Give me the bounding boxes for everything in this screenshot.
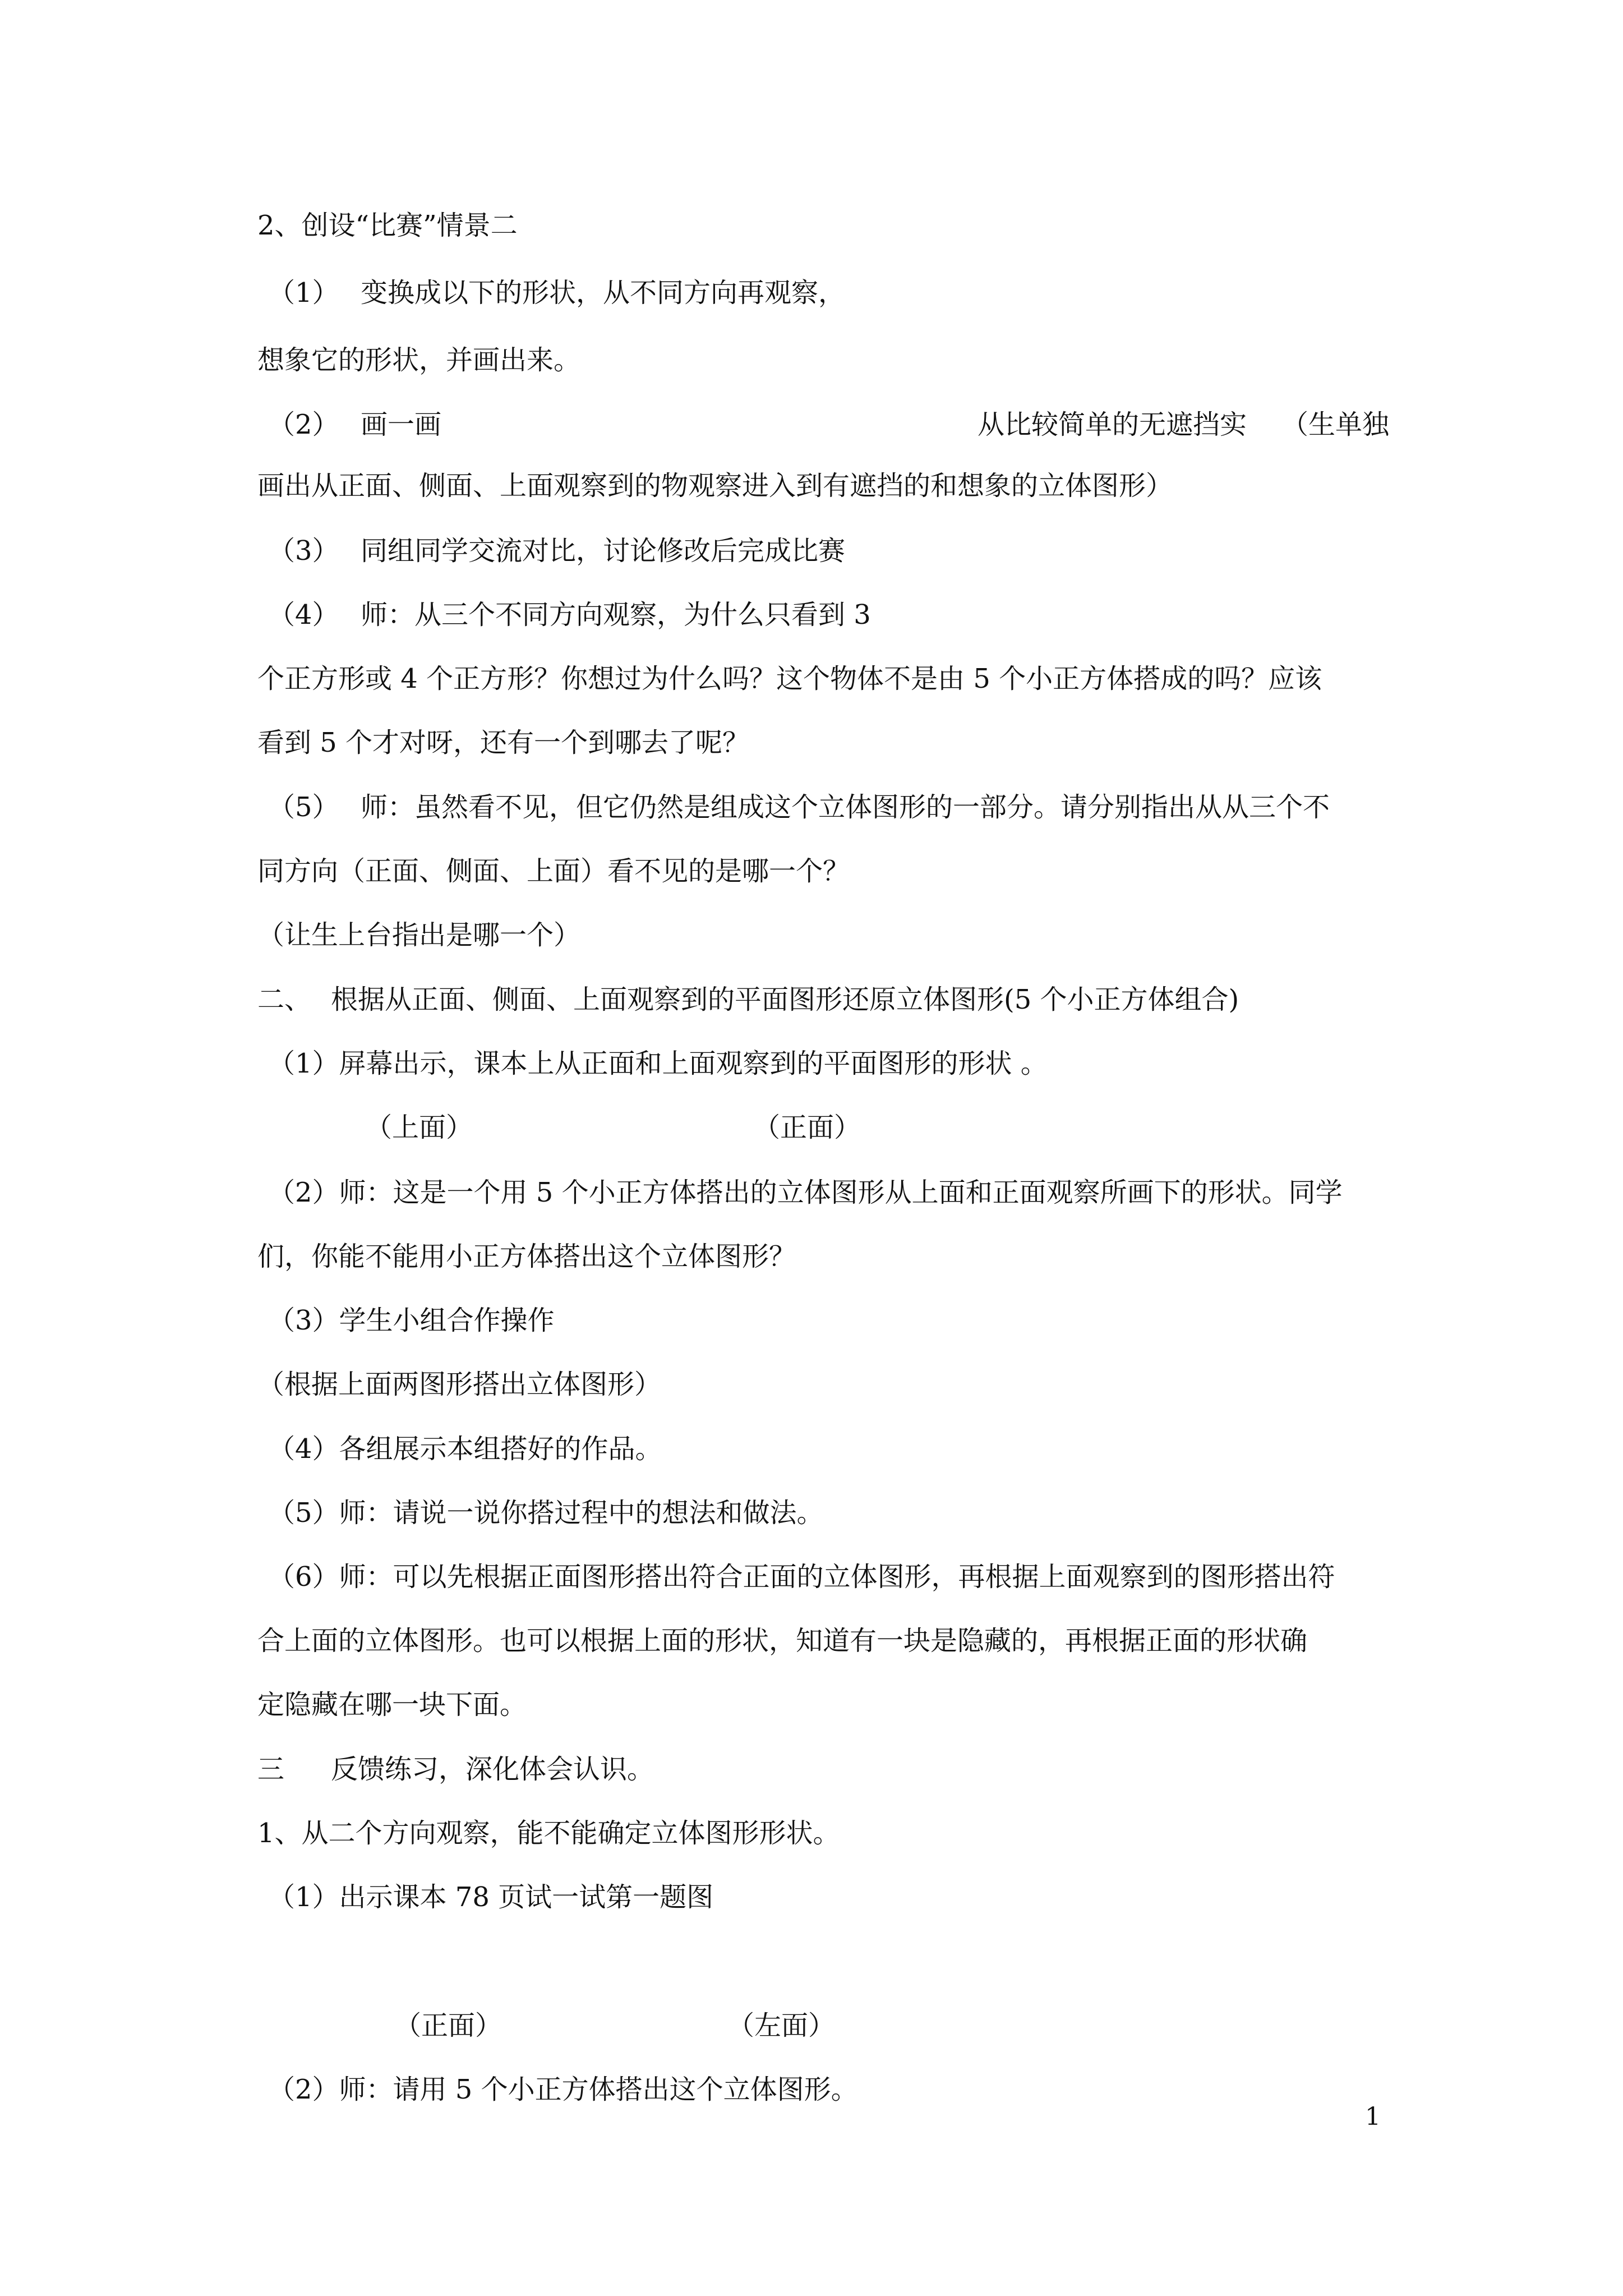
text-segment: （左面）	[727, 2010, 836, 2041]
text-segment: （生单独	[1281, 409, 1390, 440]
text-segment: （2）师：这是一个用 5 个小正方体搭出的立体图形从上面和正面观察所画下的形状。同学	[268, 1177, 1343, 1208]
text-segment: （3）	[268, 535, 339, 567]
text-line	[0, 1880, 1623, 1914]
text-segment: 看到 5 个才对呀，还有一个到哪去了呢？	[257, 727, 750, 758]
text-line	[0, 469, 1623, 503]
text-segment: 个正方形或 4 个正方形？你想过为什么吗？这个物体不是由 5 个小正方体搭成的吗？应该	[257, 663, 1322, 694]
text-line	[0, 1240, 1623, 1273]
text-line	[0, 209, 1623, 242]
text-line	[0, 598, 1623, 632]
text-line	[0, 1752, 1623, 1786]
text-line	[0, 983, 1623, 1016]
text-line	[0, 1496, 1623, 1530]
text-segment: 师：从三个不同方向观察，为什么只看到 3	[361, 599, 871, 631]
text-line	[0, 1432, 1623, 1466]
text-segment: 二、	[257, 984, 312, 1015]
text-line	[0, 662, 1623, 696]
text-segment: 同方向（正面、侧面、上面）看不见的是哪一个？	[257, 855, 850, 887]
text-line	[0, 1047, 1623, 1080]
text-segment: 合上面的立体图形。也可以根据上面的形状，知道有一块是隐藏的，再根据正面的形状确	[257, 1625, 1308, 1657]
text-segment: （正面）	[753, 1112, 861, 1143]
text-segment: （1）屏幕出示，课本上从正面和上面观察到的平面图形的形状 。	[268, 1048, 1048, 1079]
text-line	[0, 1560, 1623, 1594]
text-segment: 2、创设“比赛”情景二	[257, 210, 518, 241]
text-segment: （2）师：请用 5 个小正方体搭出这个立体图形。	[268, 2074, 858, 2105]
text-segment: 同组同学交流对比，讨论修改后完成比赛	[361, 535, 846, 567]
text-segment: （5）	[268, 792, 339, 823]
text-segment: 们，你能不能用小正方体搭出这个立体图形？	[257, 1241, 796, 1272]
text-segment: 变换成以下的形状，从不同方向再观察，	[361, 277, 846, 309]
text-line	[0, 726, 1623, 760]
text-segment: 想象它的形状，并画出来。	[257, 344, 581, 376]
page-number: 1	[1365, 2102, 1381, 2131]
text-segment: （让生上台指出是哪一个）	[257, 919, 581, 951]
text-segment: 根据从正面、侧面、上面观察到的平面图形还原立体图形(5 个小正方体组合)	[331, 984, 1239, 1015]
text-segment: （上面）	[365, 1112, 473, 1143]
text-line	[0, 1624, 1623, 1658]
text-segment: 画一画	[361, 409, 442, 440]
text-line	[0, 1688, 1623, 1722]
text-line	[0, 343, 1623, 377]
text-line	[0, 2009, 1623, 2042]
text-line	[0, 2073, 1623, 2106]
text-segment: （1）出示课本 78 页试一试第一题图	[268, 1881, 714, 1913]
text-segment: （3）学生小组合作操作	[268, 1305, 555, 1336]
text-segment: 画出从正面、侧面、上面观察到的物观察进入到有遮挡的和想象的立体图形）	[257, 470, 1173, 501]
text-line	[0, 854, 1623, 888]
text-line	[0, 276, 1623, 310]
text-segment: 1、从二个方向观察，能不能确定立体图形形状。	[257, 1818, 840, 1849]
text-line	[0, 1111, 1623, 1144]
text-line	[0, 790, 1623, 824]
text-segment: （根据上面两图形搭出立体图形）	[257, 1369, 662, 1400]
text-line	[0, 1368, 1623, 1401]
text-segment: （1）	[268, 277, 339, 309]
text-segment: 反馈练习，深化体会认识。	[331, 1754, 654, 1785]
text-line	[0, 408, 1623, 441]
text-segment: （2）	[268, 409, 339, 440]
text-segment: 定隐藏在哪一块下面。	[257, 1689, 527, 1720]
text-segment: （6）师：可以先根据正面图形搭出符合正面的立体图形，再根据上面观察到的图形搭出符	[268, 1561, 1335, 1593]
text-line	[0, 918, 1623, 952]
text-line	[0, 1176, 1623, 1209]
text-segment: 师：虽然看不见，但它仍然是组成这个立体图形的一部分。请分别指出从从三个不	[361, 792, 1330, 823]
text-line	[0, 1304, 1623, 1337]
text-segment: 从比较简单的无遮挡实	[978, 409, 1247, 440]
text-segment: 三	[257, 1754, 285, 1785]
text-segment: （正面）	[394, 2010, 502, 2041]
text-segment: （4）各组展示本组搭好的作品。	[268, 1433, 662, 1465]
text-line	[0, 534, 1623, 568]
text-segment: （4）	[268, 599, 339, 631]
text-segment: （5）师：请说一说你搭过程中的想法和做法。	[268, 1497, 824, 1529]
text-line	[0, 1816, 1623, 1850]
